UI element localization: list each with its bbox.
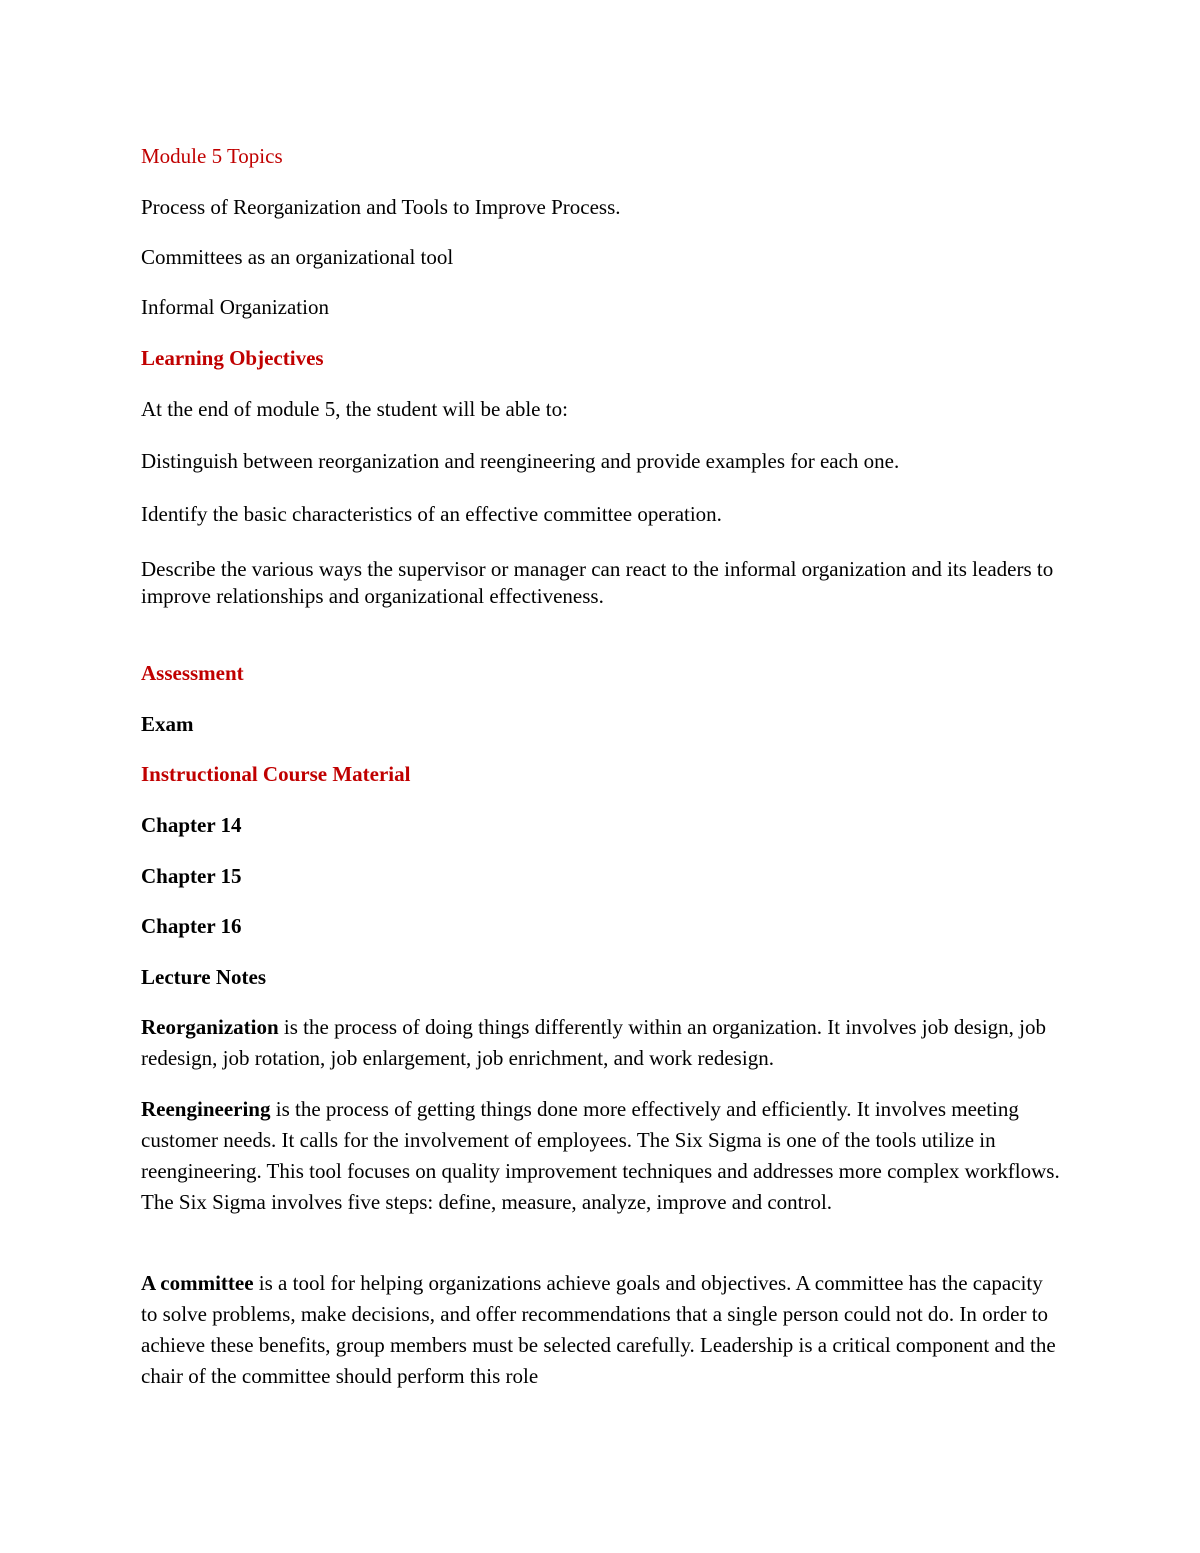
objective-item: Describe the various ways the supervisor or manager can react to the informal organization and its leaders to improve relationships and organizational effectiveness. [141, 557, 1054, 608]
material-item: Lecture Notes [141, 965, 266, 989]
objectives-intro: At the end of module 5, the student will be able to: [141, 397, 568, 421]
objective-item: Distinguish between reorganization and reengineering and provide examples for each one. [141, 449, 900, 473]
learning-objectives-heading: Learning Objectives [141, 346, 324, 370]
course-material-heading: Instructional Course Material [141, 762, 411, 786]
note-text: is a tool for helping organizations achieve goals and objectives. A committee has the capacity to solve problems, make decisions, and offer recommendations that a single person could not do. In order to achieve these benefits, group members must be selected carefully. Leadership is a critical component and the chair of the committee should perform this role [141, 1271, 1056, 1388]
lecture-note-committee [141, 1268, 1061, 1392]
topic-item: Informal Organization [141, 295, 329, 319]
note-term: A committee [141, 1271, 254, 1295]
lecture-note-reengineering [141, 1094, 1061, 1218]
topic-item: Committees as an organizational tool [141, 245, 454, 269]
note-text: is the process of getting things done more effectively and efficiently. It involves meeting customer needs. It calls for the involvement of employees. The Six Sigma is one of the tools utilize in reengineering. This tool focuses on quality improvement techniques and addresses more complex workflows. The Six Sigma involves five steps: define, measure, analyze, improve and control. [141, 1097, 1060, 1214]
topic-item: Process of Reorganization and Tools to Improve Process. [141, 195, 621, 219]
material-item: Chapter 15 [141, 864, 242, 888]
material-item: Chapter 14 [141, 813, 242, 837]
lecture-note-reorganization [141, 1012, 1061, 1074]
assessment-heading: Assessment [141, 661, 244, 685]
note-term: Reorganization [141, 1015, 279, 1039]
note-text: is the process of doing things differently within an organization. It involves job design, job redesign, job rotation, job enlargement, job enrichment, and work redesign. [141, 1015, 1047, 1070]
assessment-item: Exam [141, 712, 194, 736]
objective-item: Identify the basic characteristics of an effective committee operation. [141, 502, 722, 526]
note-term: Reengineering [141, 1097, 271, 1121]
module-topics-heading: Module 5 Topics [141, 144, 283, 168]
material-item: Chapter 16 [141, 914, 242, 938]
